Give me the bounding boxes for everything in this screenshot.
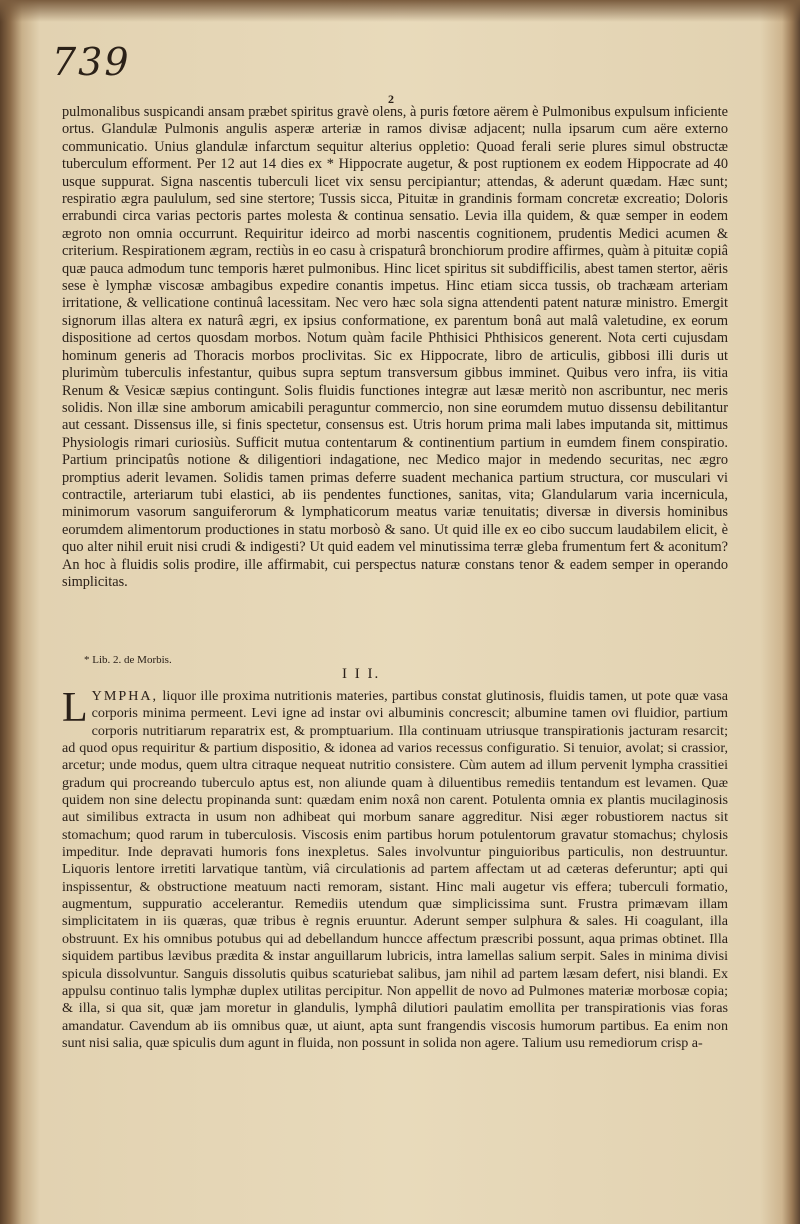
opening-word: YMPHA, xyxy=(91,688,159,704)
body-paragraph-1: pulmonalibus suspicandi ansam præbet spiritus gravè olens, à puris fœtore aërem è Pulmonibus expulsum inficiente ortus. Glandulæ Pulmonis angulis asperæ arteriæ in ramos divisæ adjacent; nulla ipsarum cum aëre externo communicatio. Unius glandulæ infarctum sequitur alterius oppletio: Quoad ferali serie plures simul obstructæ tuberculum efforment. Per 12 aut 14 dies ex * Hippocrate augetur, & post ruptionem ex eodem Hippocrate ad 40 usque suppurat. Signa nascentis tuberculi licet vix sensu percipiantur; attendas, & aderunt quædam. Hæc sunt; respiratio ægra paululum, sed sine stertore; Tussis sicca, Pituitæ in grandinis formam concretæ excreatio; Doloris errabundi circa varias pectoris partes molesta & continua sensatio. Levia illa quidem, & quæ semper in eodem ægroto non omnia occurrunt. Requiritur ideirco ad morbi nascentis cognitionem, prudentis Medici acumen & criterium. Respirationem ægram, rectiùs in eo casu à crispaturâ bronchiorum prodire affirmes, quàm à pituitæ copiâ quæ pauca admodum tunc temporis hæret pulmonibus. Hinc licet spiritus sit subdifficilis, abest tamen stertor, aëris sese è lymphæ viscosæ ambagibus expedire conantis impetus. Hinc etiam sicca tussis, ob trachæam arteriam irritatione, & vellicatione continuâ lacessitam. Nec vero hæc sola signa attendenti patent naturæ ministro. Emergit signorum illas altera ex naturâ ægri, ex ipsius conformatione, ex parentum bonâ aut malâ valetudine, ex eorum dispositione ad certos quosdam morbos. Notum quàm facile Phthisici Phthisicos generent. Nota certi cujusdam hominum generis ad Thoracis morbos proclivitas. Sic ex Hippocrate, libro de articulis, gibbosi illi duris ut plurimùm tuberculis infestantur, quibus supra septum transversum gibbus imminet. Quibus vero infra, iis vitia Renum & Vesicæ sæpius contingunt. Solis fluidis functiones integræ aut læsæ meritò non ascribuntur, nec meris solidis. Non illæ sine amborum amicabili peraguntur commercio, non sine eorumdem mutuo dissensu debilitantur aut cessant. Dissensus ille, si finis spectetur, consensus est. Utris horum prima mali labes imputanda sit, mittimus Physiologis rimari curiosiùs. Sufficit mutua contentarum & continentium partium in eumdem finem conspiratio. Partium principatûs notione & diligentiori indagatione, nec Medico major in medendo securitas, nec ægro promptius aderit levamen. Solidis tamen primas deferre suadent mechanica partium structura, cor musculari vi contractile, arteriarum tubi elastici, ab iis pendentes functiones, sanitas, vita; Glandularum varia incernicula, minimorum vasorum sanguiferorum & lymphaticorum meatus variæ tenuitatis; diversæ in diversis hominibus eorumdem alimentorum productiones in statu morbosò & sano. Ut quid ille ex eo cibo succum laudabilem elicit, è quo alter nihil eruit nisi crudi & indigesti? Ut quid eadem vel minutissima terræ gleba frumentum fert & aconitum? An hoc à fluidis solis prodire, ille affirmabit, cui perspectus naturæ constans tenor & eadem semper in operando simplicitas. xyxy=(62,104,728,590)
drop-cap: L xyxy=(62,685,88,731)
folio-number: 739 xyxy=(52,40,131,84)
page-top-edge xyxy=(0,0,800,22)
section-heading: I I I. xyxy=(342,666,381,682)
paragraph-2-text: liquor ille proxima nutritionis materies, partibus constat glutinosis, fluidis tamen, ut pote quæ vasa corporis minima permeent. Levi igne ad instar ovi albuminis concrescit; albumine tamen ovi fluidior, partium corporis nutritiarum reparatrix est, & promptuarium. Illa continuam utriusque transpirationis jacturam resarcit; ad quod opus requiritur & partium dispositio, & idonea ad varios recessus configuratio. Si tenuior, avolat; si crassior, arcetur; unde modus, quem ultra citraque nequeat nutritio consistere. Cùm autem ad illum pervenit lympha crassitiei gradum qui procreando tuberculo aptus est, non aliunde quam à diluentibus remediis tentandum est levamen. Quæ quidem non sine delectu propinanda sunt: quædam enim noxâ non carent. Potulenta omnia ex plantis mucilaginosis aut similibus extracta in usum non adhibeat qui morbum sanare aggreditur. Nisi æger robustiorem nactus sit stomachum; quod rarum in tuberculosis. Viscosis enim partibus horum potulentorum gravatur stomachus; chylosis impeditur. Inde depravati humoris fons inexpletus. Sales involvuntur pinguioribus particulis, non destruuntur. Liquoris lentore irretiti larvatique tantùm, viâ circulationis ad partem affectam ut ad cæteras deferuntur; apti qui inspissentur, & obstructione meatuum nacti remoram, sistant. Hinc mali augetur vis effera; tuberculi formatio, augmentum, suppuratio accelerantur. Remediis utendum quæ simplicissima sunt. Frustra primævam illam simplicitatem in iis quæras, quæ tribus è regnis eruuntur. Aderunt semper sulphura & sales. Hi coagulant, illa obstruunt. Ex his omnibus potubus qui ad debellandum huncce affectum præscribi possunt, aqua primas obtinet. Illa siquidem partibus lævibus prædita & instar anguillarum lubricis, intra lamellas salium serpit. Sales in minima divisi spicula dissolvuntur. Sanguis dissolutis quibus scaturiebat salibus, jam nihil ad partem læsam defert, nisi blandi. Ex appulsu continuo talis lymphæ duplex utilitas percipitur. Non appellit de novo ad Pulmones materiæ morbosæ copia; & illa, si qua sit, quæ jam moretur in glandulis, lymphâ dilutiori paulatim emollita per transpirationis vias foras amandatur. Cavendum ab iis omnibus quæ, ut aiunt, apta sunt frangendis viscosis humorum partibus. Ea enim non sunt nisi salia, quæ spiculis dum agunt in fluida, non possunt in solida non agere. Talium usu remediorum crisp a- xyxy=(62,688,728,1051)
body-paragraph-2 xyxy=(62,685,728,1052)
footnote: * Lib. 2. de Morbis. xyxy=(84,654,172,666)
signature-mark: 2 xyxy=(388,92,394,106)
